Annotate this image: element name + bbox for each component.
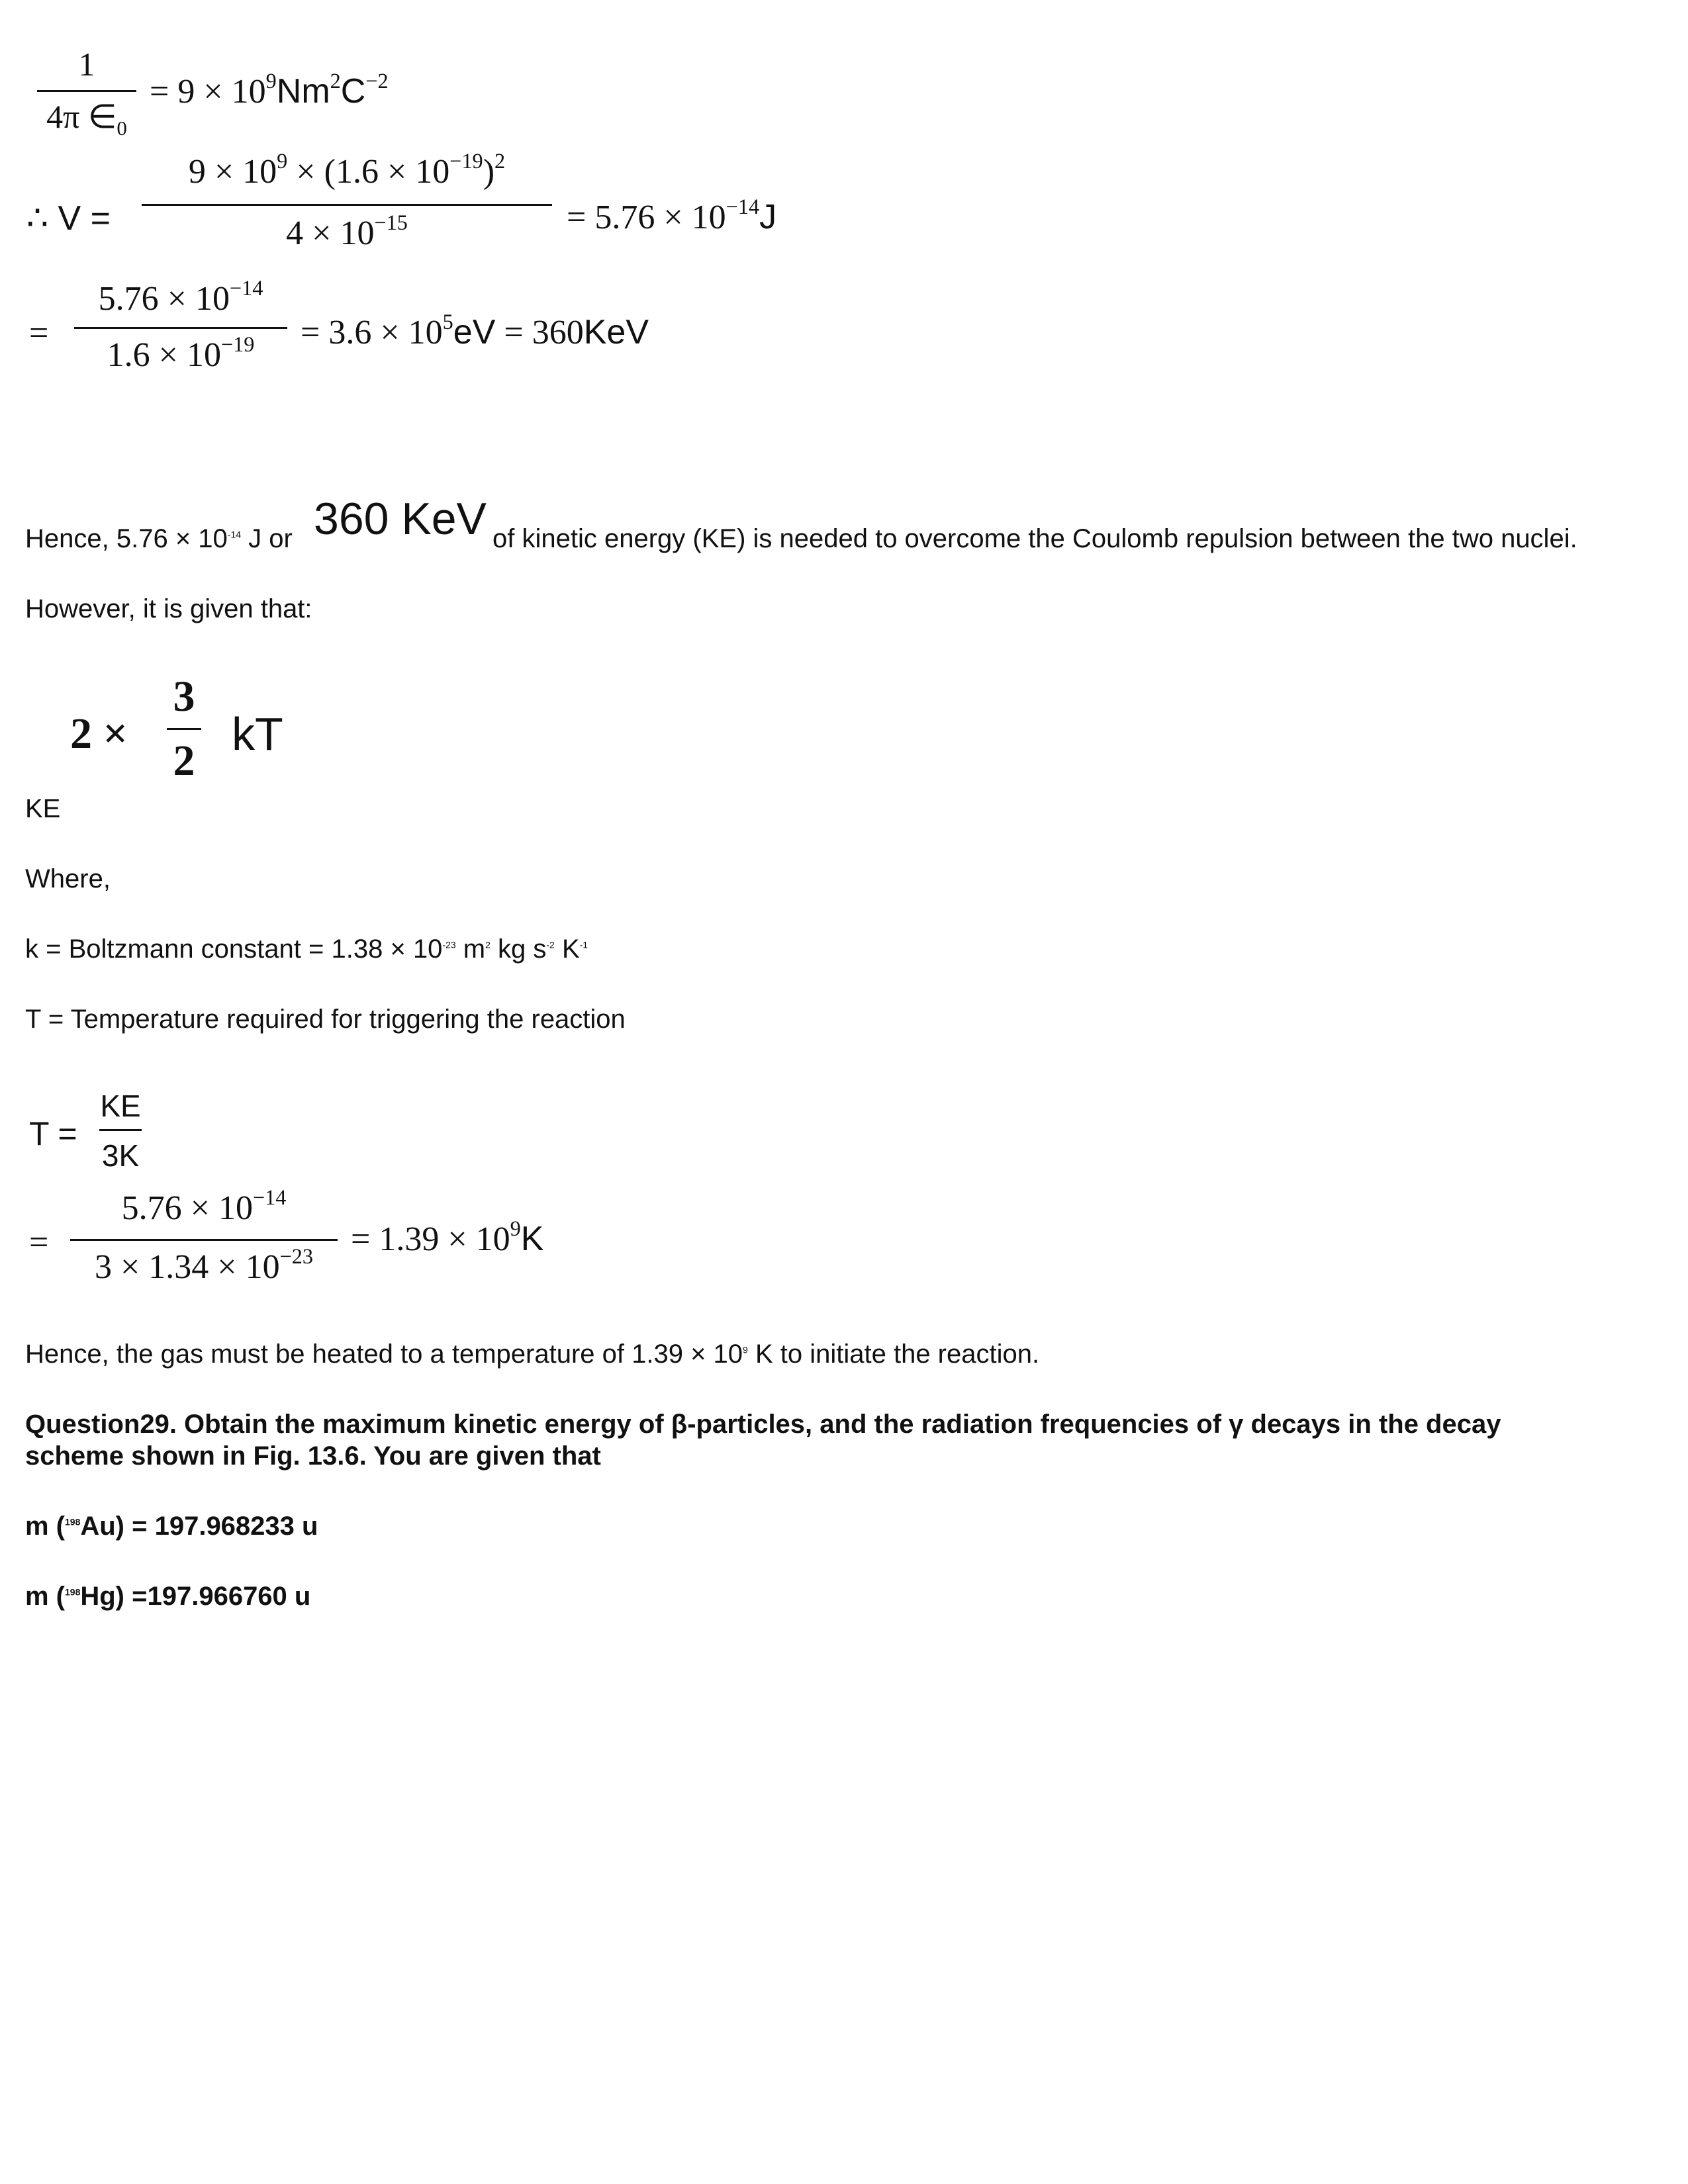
fraction-bar <box>37 90 136 92</box>
label-ke: KE <box>25 794 61 823</box>
equation-rhs: = $5.76 \times 10^{-14}J$ <box>567 195 777 236</box>
paragraph-however: However, it is given that: <box>25 594 312 623</box>
fraction-potential <box>142 149 552 252</box>
mass-mercury-198: m ($^{198}$Hg) =197.966760 u <box>25 1582 311 1611</box>
fraction-numerator: KE <box>100 1089 141 1123</box>
paragraph-hence-temperature: Hence, the gas must be heated to a temperature of $1.39 \times 10^9$ K to initiate the reaction. <box>25 1340 1040 1369</box>
paragraph-hence-energy: Hence, $5.76 \times 10^{-14}$ J or <box>25 524 293 553</box>
question-29-line-1: Question29. Obtain the maximum kinetic energy of β-particles, and the radiation frequencies of γ decays in the decay <box>25 1410 1501 1439</box>
fraction-denominator: 3K <box>101 1138 140 1173</box>
equation-lhs: ∴ V = <box>26 199 111 238</box>
equation-rhs: = $3.6 \times 10^5eV = 360KeV$ <box>301 310 649 351</box>
fraction-denominator: 2 <box>173 737 195 785</box>
paragraph-hence-energy-continued: of kinetic energy (KE) is needed to overcome the Coulomb repulsion between the two nuclei. <box>492 524 1577 553</box>
fraction-temperature <box>70 1185 338 1286</box>
fraction-bar <box>70 1239 338 1241</box>
equation-kt: kT <box>232 708 283 760</box>
equation-factor: 2 × <box>70 709 128 758</box>
fraction-three-halves <box>167 672 201 785</box>
fraction-denominator: $3 \times 1.34 \times 10^{-23}$ <box>94 1244 314 1286</box>
fraction-numerator: 1 <box>78 46 95 83</box>
question-29-line-2: scheme shown in Fig. 13.6. You are given that <box>25 1441 601 1471</box>
fraction-coulomb <box>37 48 136 138</box>
fraction-bar <box>99 1129 142 1131</box>
equation-lhs: = <box>29 314 49 352</box>
fraction-numerator: $5.76 \times 10^{-14}$ <box>121 1185 287 1227</box>
paragraph-temperature-definition: T = Temperature required for triggering the reaction <box>25 1005 626 1034</box>
fraction-numerator: 3 <box>173 672 195 721</box>
equation-rhs: = $1.39 \times 10^9K$ <box>351 1216 544 1258</box>
paragraph-boltzmann-constant: k = Boltzmann constant = $1.38 \times 10^{-23}$ $m^2$ kg $s^{-2}$ $K^{-1}$ <box>25 934 588 964</box>
fraction-numerator: $5.76 \times 10^{-14}$ <box>98 276 263 318</box>
fraction-bar <box>74 327 287 329</box>
fraction-numerator: $9 \times 10^9 \times (1.6 \times 10^{-19})^2$ <box>188 149 506 191</box>
fraction-bar <box>167 728 201 730</box>
highlight-360-kev: 360 KeV <box>314 494 487 544</box>
fraction-ke-over-3k <box>99 1091 142 1171</box>
equation-lhs: T = <box>29 1115 77 1152</box>
fraction-denominator: $1.6 \times 10^{-19}$ <box>107 332 255 374</box>
mass-gold-198: m ($^{198}$Au) = 197.968233 u <box>25 1512 318 1541</box>
fraction-conversion <box>74 276 287 374</box>
equation-rhs: = $9 \times 10^9Nm^2C^{-2}$ <box>150 69 389 111</box>
paragraph-where: Where, <box>25 864 111 893</box>
fraction-denominator: 4π $\in_0$ <box>46 98 127 140</box>
equation-lhs: = <box>29 1224 49 1261</box>
fraction-denominator: $4 \times 10^{-15}$ <box>286 210 408 252</box>
fraction-bar <box>142 204 552 206</box>
